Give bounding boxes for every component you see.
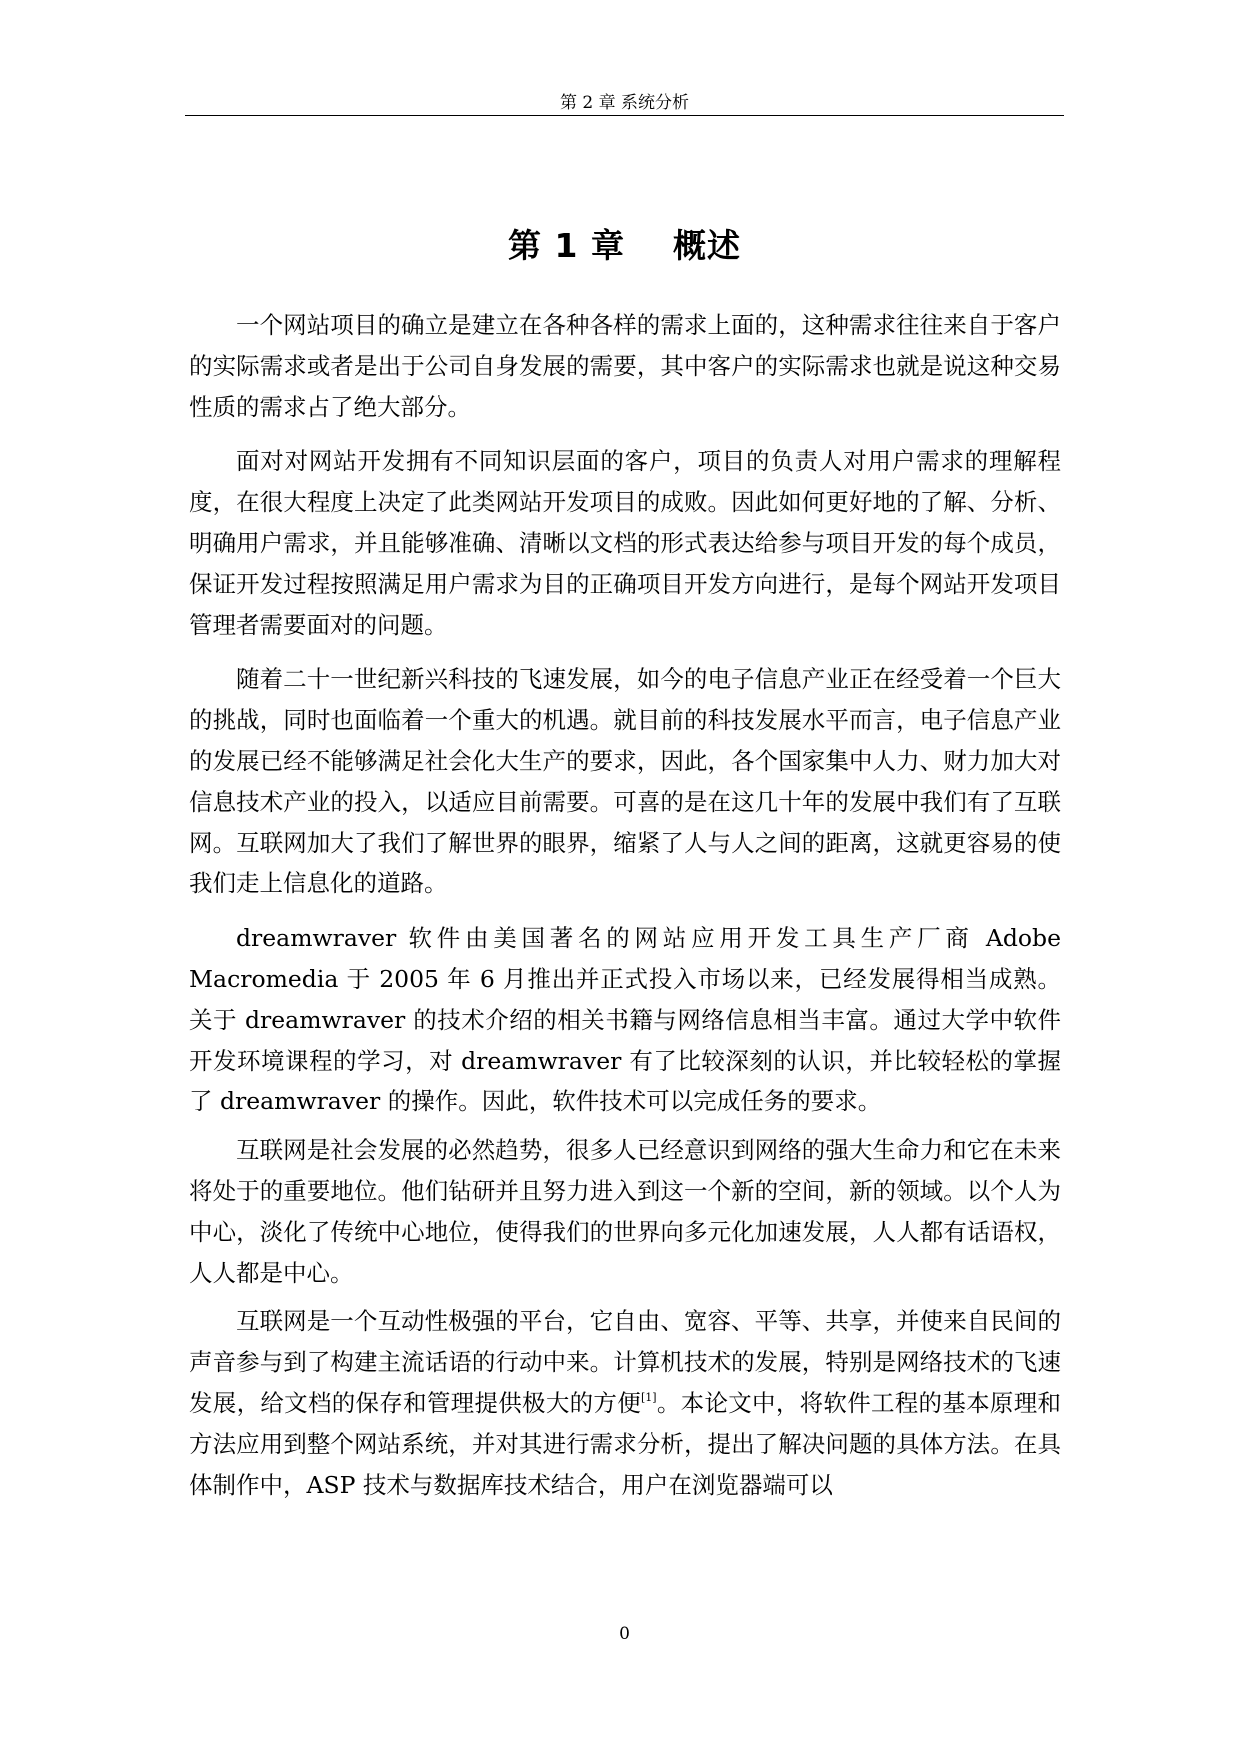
page-number: 0 [619, 1624, 630, 1644]
header-divider [185, 115, 1064, 116]
paragraph [189, 1301, 1061, 1505]
paragraph: 面对对网站开发拥有不同知识层面的客户，项目的负责人对用户需求的理解程度，在很大程度上决定了此类网站开发项目的成败。因此如何更好地的了解、分析、明确用户需求，并且能够准确、清晰以文档的形式表达给参与项目开发的每个成员，保证开发过程按照满足用户需求为目的正确项目开发方向进行，是每个网站开发项目管理者需要面对的问题。 [189, 447, 1061, 639]
citation-marker: [1] [641, 1390, 657, 1404]
paragraph: 互联网是社会发展的必然趋势，很多人已经意识到网络的强大生命力和它在未来将处于的重要地位。他们钻研并且努力进入到这一个新的空间，新的领域。以个人为中心，淡化了传统中心地位，使得我们的世界向多元化加速发展，人人都有话语权，人人都是中心。 [189, 1136, 1061, 1287]
paragraph: 随着二十一世纪新兴科技的飞速发展，如今的电子信息产业正在经受着一个巨大的挑战，同时也面临着一个重大的机遇。就目前的科技发展水平而言，电子信息产业的发展已经不能够满足社会化大生产的要求，因此，各个国家集中人力、财力加大对信息技术产业的投入，以适应目前需要。可喜的是在这几十年的发展中我们有了互联网。互联网加大了我们了解世界的眼界，缩紧了人与人之间的距离，这就更容易的使我们走上信息化的道路。 [189, 665, 1061, 898]
body-text [189, 305, 1061, 1519]
paragraph-text: 。本论文中，将软件工程的基本原理和方法应用到整个网站系统，并对其进行需求分析，提出了解决问题的具体方法。在具体制作中，ASP 技术与数据库技术结合，用户在浏览器端可以 [189, 1388, 1062, 1499]
paragraph-text: 互联网是一个互动性极强的平台，它自由、宽容、平等、共享，并使来自民间的声音参与到了构建主流话语的行动中来。计算机技术的发展，特别是网络技术的飞速发展，给文档的保存和管理提供极大的方便 [189, 1307, 1061, 1417]
chapter-name: 概述 [672, 226, 741, 265]
paragraph: 一个网站项目的确立是建立在各种各样的需求上面的，这种需求往往来自于客户的实际需求或者是出于公司自身发展的需要，其中客户的实际需求也就是说这种交易性质的需求占了绝大部分。 [189, 311, 1061, 421]
paragraph: dreamwraver 软件由美国著名的网站应用开发工具生产厂商 Adobe Macromedia 于 2005 年 6 月推出并正式投入市场以来，已经发展得相当成熟。关于 dreamwraver 的技术介绍的相关书籍与网络信息相当丰富。通过大学中软件开发环境课程的学习，对 dreamwraver 有了比较深刻的认识，并比较轻松的掌握了 dreamwraver 的操作。因此，软件技术可以完成任务的要求。 [189, 924, 1061, 1116]
chapter-number: 第 1 章 [508, 226, 625, 265]
chapter-title [185, 220, 1064, 267]
running-header: 第 2 章 系统分析 [559, 93, 690, 113]
